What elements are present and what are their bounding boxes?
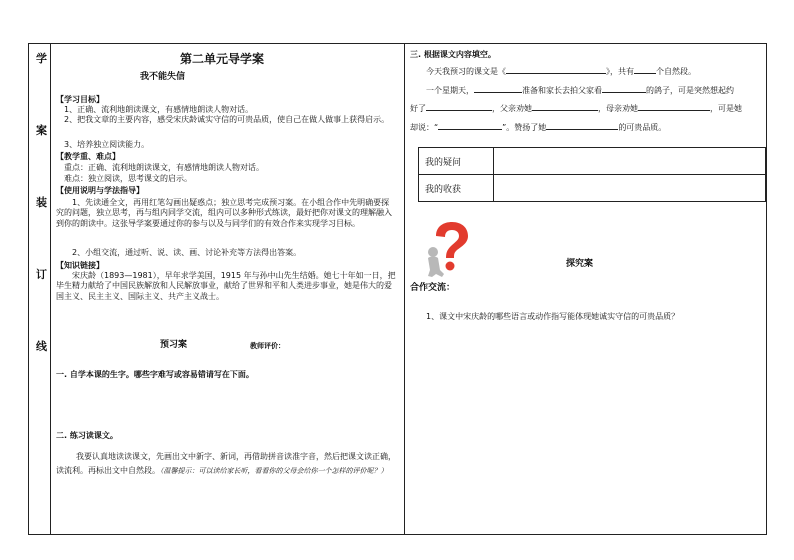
goal-3: 3、培养独立阅读能力。 (64, 140, 150, 149)
table-row (419, 148, 766, 175)
guide-heading: 【使用说明与学法指导】 (56, 186, 144, 195)
gutter-char-3: 装 (36, 196, 47, 209)
preview-q1: 一. 自学本课的生字。哪些字难写或容易错请写在下面。 (56, 370, 254, 379)
link-heading: 【知识链接】 (56, 261, 104, 270)
link-text: 宋庆龄（1893—1981），早年求学美国，1915 年与孙中山先生结婚。她七十年如一日，把毕生精力献给了中国民族解放和人民解放事业，献给了世界和平和人类进步事业，她是伟大的爱国主义、民主主义、国际主义、共产主义战士。 (56, 271, 396, 301)
key-heading: 【教学重、难点】 (56, 152, 120, 161)
preview-q2: 二. 练习读课文。 (56, 431, 118, 440)
gutter-char-4: 订 (36, 268, 47, 281)
blank-quote[interactable] (438, 120, 502, 130)
goal-1: 1、正确、流利地朗读课文，有感情地朗读人物对话。 (64, 105, 254, 114)
key-point-1: 重点：正确、流利地朗读课文，有感情地朗读人物对话。 (64, 163, 264, 172)
key-point-2: 难点：独立阅读，思考课文的启示。 (64, 174, 192, 183)
table-label-questions: 我的疑问 (419, 148, 494, 175)
preview-q2-text (56, 450, 396, 478)
gutter-char-5: 线 (36, 340, 47, 353)
goals-heading: 【学习目标】 (56, 95, 104, 104)
lesson-title: 我不能失信 (140, 72, 186, 82)
guide-2: 2、小组交流，通过听、说、读、画、讨论补充等方法得出答案。 (72, 248, 302, 257)
table-input-harvest[interactable] (494, 175, 766, 202)
column-divider (404, 43, 405, 535)
guide-1: 1、先读通全文，再用红笔勾画出疑惑点；独立思考完成预习案。在小组合作中先明确要探究的问题，独立思考，再与组内同学交流，组内可以多种形式练读，最好把你对课文的理解融入到你的朗读中。这张导学案要通过你的参与以及与同学们的有效合作来实现学习目标。 (56, 198, 392, 228)
blank-what[interactable] (602, 83, 646, 93)
table-label-harvest: 我的收获 (419, 175, 494, 202)
blank-mother-advice[interactable] (638, 101, 710, 111)
preview-q2-body: 我要认真地读读课文，先画出文中新字、新词，再借助拼音读准字音，然后把课文读正确，读流利。再标出文中自然段。 (56, 452, 396, 475)
gutter-divider (50, 43, 51, 535)
blank-father-advice[interactable] (532, 101, 598, 111)
blank-quality[interactable] (546, 120, 618, 130)
fill-heading: 三. 根据课文内容填空。 (410, 50, 496, 59)
teacher-eval-label: 教师评价： (250, 342, 285, 350)
blank-paragraph-count[interactable] (634, 64, 656, 74)
explore-title: 探究案 (566, 259, 594, 269)
blank-promise[interactable] (426, 101, 492, 111)
fill-line-2: 一个星期天， 准备和家长去拍父家看 的鸽子，可是突然想起约 (426, 83, 734, 96)
preview-q2-hint: （温馨提示：可以读给家长听，看看你的父母会给你一个怎样的评价呢？） (160, 467, 388, 475)
fill-line-1: 今天我预习的课文是《 》，共有 个自然段。 (426, 64, 696, 77)
coop-question-1: 1、课文中宋庆龄的哪些语言或动作指写能体现她诚实守信的可贵品质？ (426, 312, 680, 321)
table-input-questions[interactable] (494, 148, 766, 175)
page-title: 第二单元导学案 (179, 52, 264, 66)
blank-lesson-name[interactable] (506, 64, 606, 74)
coop-heading: 合作交流： (410, 283, 456, 293)
fill-line-4: 却说：“ ”。赞扬了她 的可贵品质。 (410, 120, 666, 133)
goal-2: 2、把我文章的主要内容，感受宋庆龄诚实守信的可贵品质，使自己在做人做事上获得启示。 (64, 115, 390, 124)
gutter-char-1: 学 (36, 52, 47, 65)
blank-who[interactable] (474, 83, 522, 93)
gutter-char-2: 案 (36, 124, 47, 137)
question-mark-icon (424, 222, 472, 278)
table-row (419, 175, 766, 202)
preview-title: 预习案 (160, 340, 188, 350)
fill-line-3: 好了 ，父亲劝她 ，母亲劝她 ，可是她 (410, 101, 742, 114)
question-harvest-table (418, 147, 766, 202)
